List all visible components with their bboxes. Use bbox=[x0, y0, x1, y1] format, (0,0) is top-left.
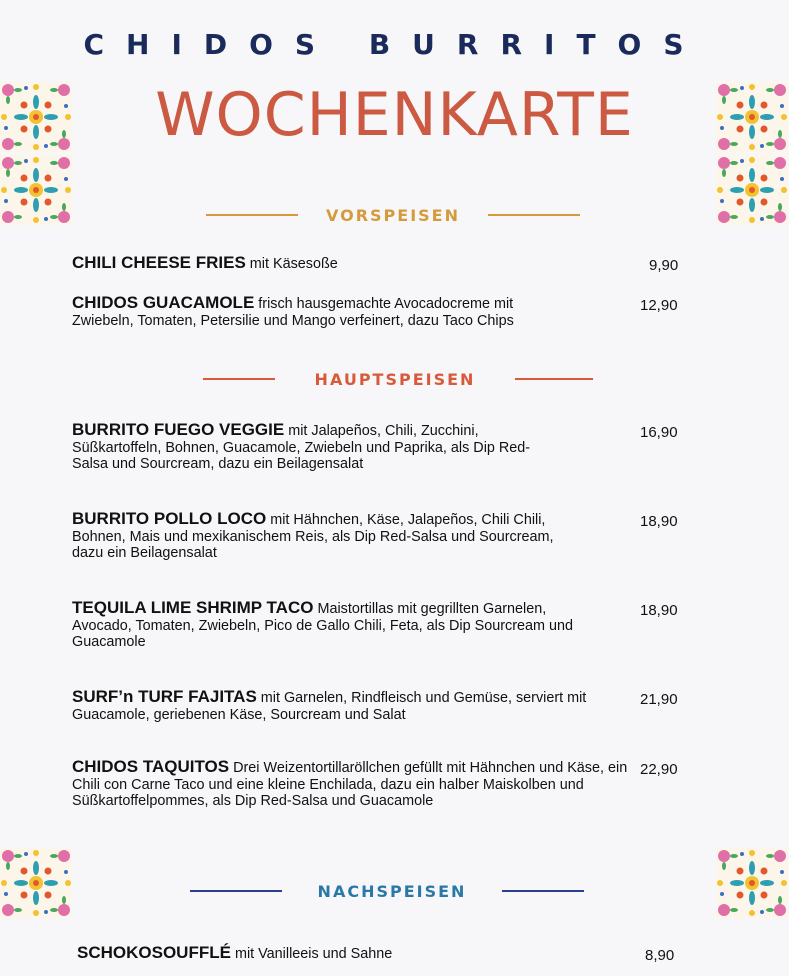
talavera-tile-icon bbox=[716, 155, 788, 225]
divider-line bbox=[190, 890, 282, 892]
item-description: mit Vanilleeis und Sahne bbox=[230, 946, 393, 962]
section-nachspeisen bbox=[182, 879, 592, 903]
item-name: SCHOKOSOUFFLÉ bbox=[77, 943, 231, 962]
item-description: mit Käsesoße bbox=[245, 256, 338, 272]
menu-item bbox=[72, 295, 572, 329]
talavera-tile-icon bbox=[716, 82, 788, 152]
item-price: 18,90 bbox=[640, 513, 678, 530]
menu-item bbox=[72, 600, 592, 651]
item-price: 22,90 bbox=[640, 761, 678, 778]
item-name: BURRITO FUEGO VEGGIE bbox=[72, 420, 285, 439]
talavera-tile-icon bbox=[0, 848, 72, 918]
item-description: Maistortillas mit gegrillten Garnelen, Avocado, Tomaten, Zwiebeln, Pico de Gallo Chili, Feta, als Dip Sourcream und Guacamole bbox=[72, 601, 573, 651]
item-description: mit Hähnchen, Käse, Jalapeños, Chili Chili, Bohnen, Mais und mexikanischem Reis, als Dip Red-Salsa und Sourcream, dazu ein Beilagensalat bbox=[72, 512, 554, 562]
item-description: Drei Weizentortillaröllchen gefüllt mit Hähnchen und Käse, ein Chili con Carne Taco und eine kleine Enchilada, dazu ein halber Maiskolben und Süßkartoffelpommes, als Dip Red-Salsa und Guacamole bbox=[72, 760, 628, 810]
item-name: CHIDOS TAQUITOS bbox=[72, 757, 230, 776]
item-price: 21,90 bbox=[640, 691, 678, 708]
divider-line bbox=[515, 378, 593, 380]
menu-item bbox=[72, 422, 552, 473]
menu-item bbox=[72, 255, 642, 273]
item-price: 16,90 bbox=[640, 424, 678, 441]
talavera-tile-icon bbox=[0, 82, 72, 152]
divider-line bbox=[488, 214, 580, 216]
item-name: TEQUILA LIME SHRIMP TACO bbox=[72, 598, 314, 617]
section-label: NACHSPEISEN bbox=[317, 881, 467, 901]
item-price: 8,90 bbox=[645, 947, 675, 964]
item-price: 9,90 bbox=[649, 257, 679, 274]
item-name: BURRITO POLLO LOCO bbox=[72, 509, 267, 528]
menu-item bbox=[72, 511, 577, 562]
item-price: 12,90 bbox=[640, 297, 678, 314]
item-description: mit Jalapeños, Chili, Zucchini, Süßkartoffeln, Bohnen, Guacamole, Zwiebeln und Paprika, als Dip Red-Salsa und Sourcream, dazu ein Beilagensalat bbox=[72, 423, 531, 473]
item-price: 18,90 bbox=[640, 602, 678, 619]
menu-item bbox=[77, 945, 647, 963]
menu-item bbox=[72, 689, 592, 723]
section-hauptspeisen bbox=[193, 367, 603, 391]
section-label: VORSPEISEN bbox=[326, 205, 460, 225]
item-description: frisch hausgemachte Avocadocreme mit Zwiebeln, Tomaten, Petersilie und Mango verfeinert, dazu Taco Chips bbox=[72, 296, 514, 329]
item-name: CHIDOS GUACAMOLE bbox=[72, 293, 255, 312]
section-vorspeisen bbox=[188, 203, 598, 227]
item-name: CHILI CHEESE FRIES bbox=[72, 253, 246, 272]
menu-item bbox=[72, 759, 642, 810]
talavera-tile-icon bbox=[716, 848, 788, 918]
divider-line bbox=[203, 378, 275, 380]
item-description: mit Garnelen, Rindfleisch und Gemüse, serviert mit Guacamole, geriebenen Käse, Sourcream und Salat bbox=[72, 690, 587, 723]
brand-name: CHIDOS BURRITOS bbox=[83, 28, 706, 61]
divider-line bbox=[502, 890, 584, 892]
divider-line bbox=[206, 214, 298, 216]
talavera-tile-icon bbox=[0, 155, 72, 225]
section-label: HAUPTSPEISEN bbox=[314, 369, 476, 389]
item-name: SURF’n TURF FAJITAS bbox=[72, 687, 257, 706]
page-title: WOCHENKARTE bbox=[155, 80, 634, 150]
